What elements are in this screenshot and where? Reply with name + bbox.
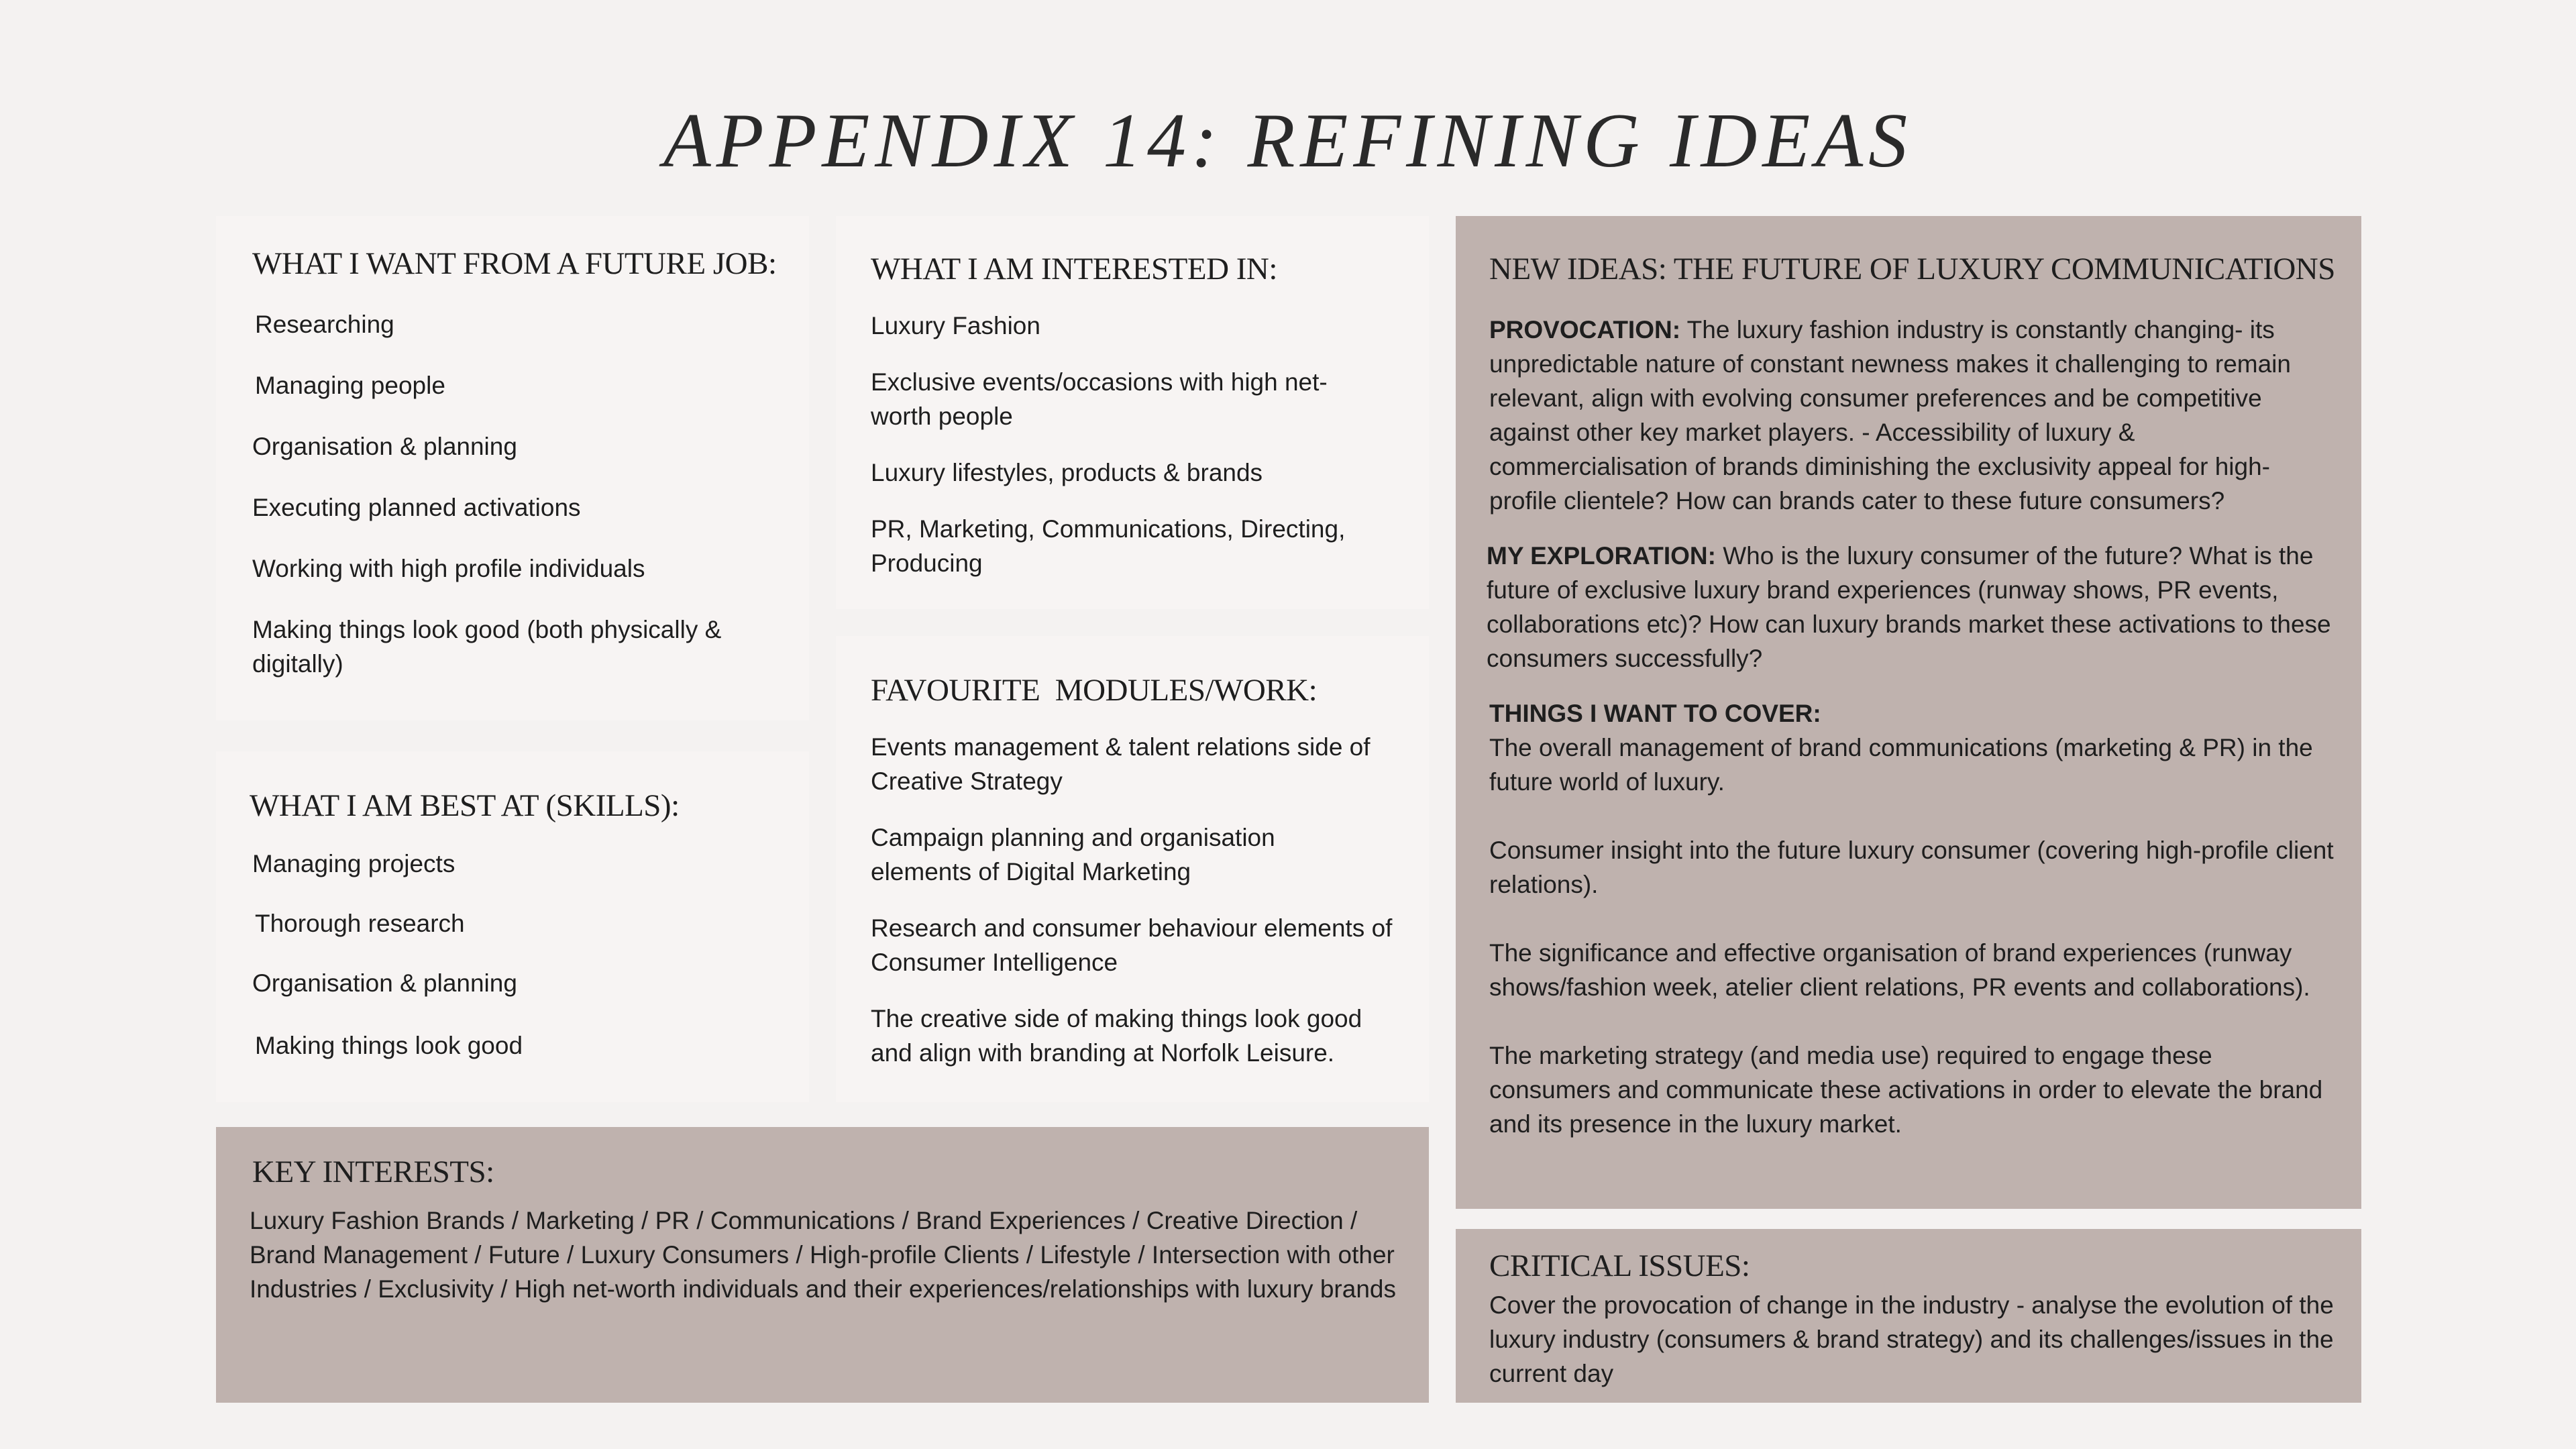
- modules-panel: [836, 636, 1429, 1102]
- critical-issues-heading: CRITICAL ISSUES:: [1489, 1248, 1750, 1283]
- critical-issues-panel: [1456, 1229, 2361, 1403]
- list-item: Luxury lifestyles, products & brands: [871, 459, 1263, 486]
- list-item: Making things look good (both physically & digitally): [252, 616, 722, 678]
- list-item: Executing planned activations: [252, 494, 581, 521]
- cover-item: The overall management of brand communications (marketing & PR) in the future world of luxury.: [1489, 734, 2313, 796]
- key-interests-text: Luxury Fashion Brands / Marketing / PR / Communications / Brand Experiences / Creative Direction / Brand Management / Future / Luxury Consumers / High-profile Clients / Lifestyle / Intersection with other Industries / Exclusivity / High net-worth individuals and their experiences/relationships with luxury brands: [250, 1207, 1396, 1303]
- critical-issues-text: Cover the provocation of change in the industry - analyse the evolution of the luxury industry (consumers & brand strategy) and its challenges/issues in the current day: [1489, 1291, 2334, 1387]
- provocation-paragraph: [1489, 313, 2334, 518]
- skills-panel: [216, 751, 809, 1102]
- cover-item: The significance and effective organisation of brand experiences (runway shows/fashion week, atelier client relations, PR events and collaborations).: [1489, 939, 2310, 1001]
- provocation-text: The luxury fashion industry is constantly changing- its unpredictable nature of constant newness makes it challenging to remain relevant, align with evolving consumer preferences and be competitive against other key market players. - Accessibility of luxury & commercialisation of brands diminishing the exclusivity appeal for high-profile clientele? How can brands cater to these future consumers?: [1489, 316, 2291, 515]
- exploration-paragraph: [1487, 539, 2334, 676]
- skills-heading: WHAT I AM BEST AT (SKILLS):: [250, 788, 680, 823]
- list-item: Campaign planning and organisation elements of Digital Marketing: [871, 824, 1275, 885]
- cover-item: The marketing strategy (and media use) required to engage these consumers and communicate these activations in order to elevate the brand and its presence in the luxury market.: [1489, 1042, 2323, 1138]
- future-job-panel: [216, 216, 809, 720]
- list-item: Managing people: [255, 372, 445, 399]
- key-interests-heading: KEY INTERESTS:: [252, 1155, 494, 1189]
- skills-list: [250, 847, 780, 1063]
- modules-heading: FAVOURITE MODULES/WORK:: [871, 673, 1318, 708]
- list-item: Thorough research: [255, 910, 465, 937]
- interests-heading: WHAT I AM INTERESTED IN:: [871, 252, 1277, 286]
- list-item: Research and consumer behaviour elements of Consumer Intelligence: [871, 914, 1393, 976]
- cover-item: Consumer insight into the future luxury consumer (covering high-profile client relations).: [1489, 837, 2334, 898]
- modules-list: [871, 730, 1401, 1070]
- list-item: Luxury Fashion: [871, 312, 1040, 339]
- cover-label-text: THINGS I WANT TO COVER:: [1489, 700, 1821, 727]
- list-item: Events management & talent relations side of Creative Strategy: [871, 733, 1371, 795]
- new-ideas-heading: NEW IDEAS: THE FUTURE OF LUXURY COMMUNICATIONS: [1489, 252, 2335, 286]
- exploration-text: Who is the luxury consumer of the future? What is the future of exclusive luxury brand experiences (runway shows, PR events, collaborations etc)? How can luxury brands market these activations to these consumers successfully?: [1487, 542, 2331, 672]
- list-item: Exclusive events/occasions with high net-worth people: [871, 368, 1328, 430]
- key-interests-panel: [216, 1127, 1429, 1403]
- exploration-label: MY EXPLORATION:: [1487, 542, 1716, 570]
- list-item: Organisation & planning: [252, 433, 517, 460]
- list-item: PR, Marketing, Communications, Directing, Producing: [871, 515, 1346, 577]
- interests-list: [871, 309, 1401, 580]
- future-job-heading: WHAT I WANT FROM A FUTURE JOB:: [252, 246, 777, 281]
- provocation-label: PROVOCATION:: [1489, 316, 1681, 343]
- list-item: Working with high profile individuals: [252, 555, 645, 582]
- list-item: Researching: [255, 311, 394, 338]
- list-item: Organisation & planning: [252, 969, 517, 997]
- list-item: Making things look good: [255, 1032, 523, 1059]
- new-ideas-panel: [1456, 216, 2361, 1209]
- page-title: APPENDIX 14: REFINING IDEAS: [663, 98, 1913, 184]
- list-item: Managing projects: [252, 850, 455, 877]
- cover-label: [1489, 696, 2361, 731]
- interests-panel: [836, 216, 1429, 609]
- future-job-list: [252, 307, 782, 681]
- list-item: The creative side of making things look good and align with branding at Norfolk Leisure.: [871, 1005, 1362, 1067]
